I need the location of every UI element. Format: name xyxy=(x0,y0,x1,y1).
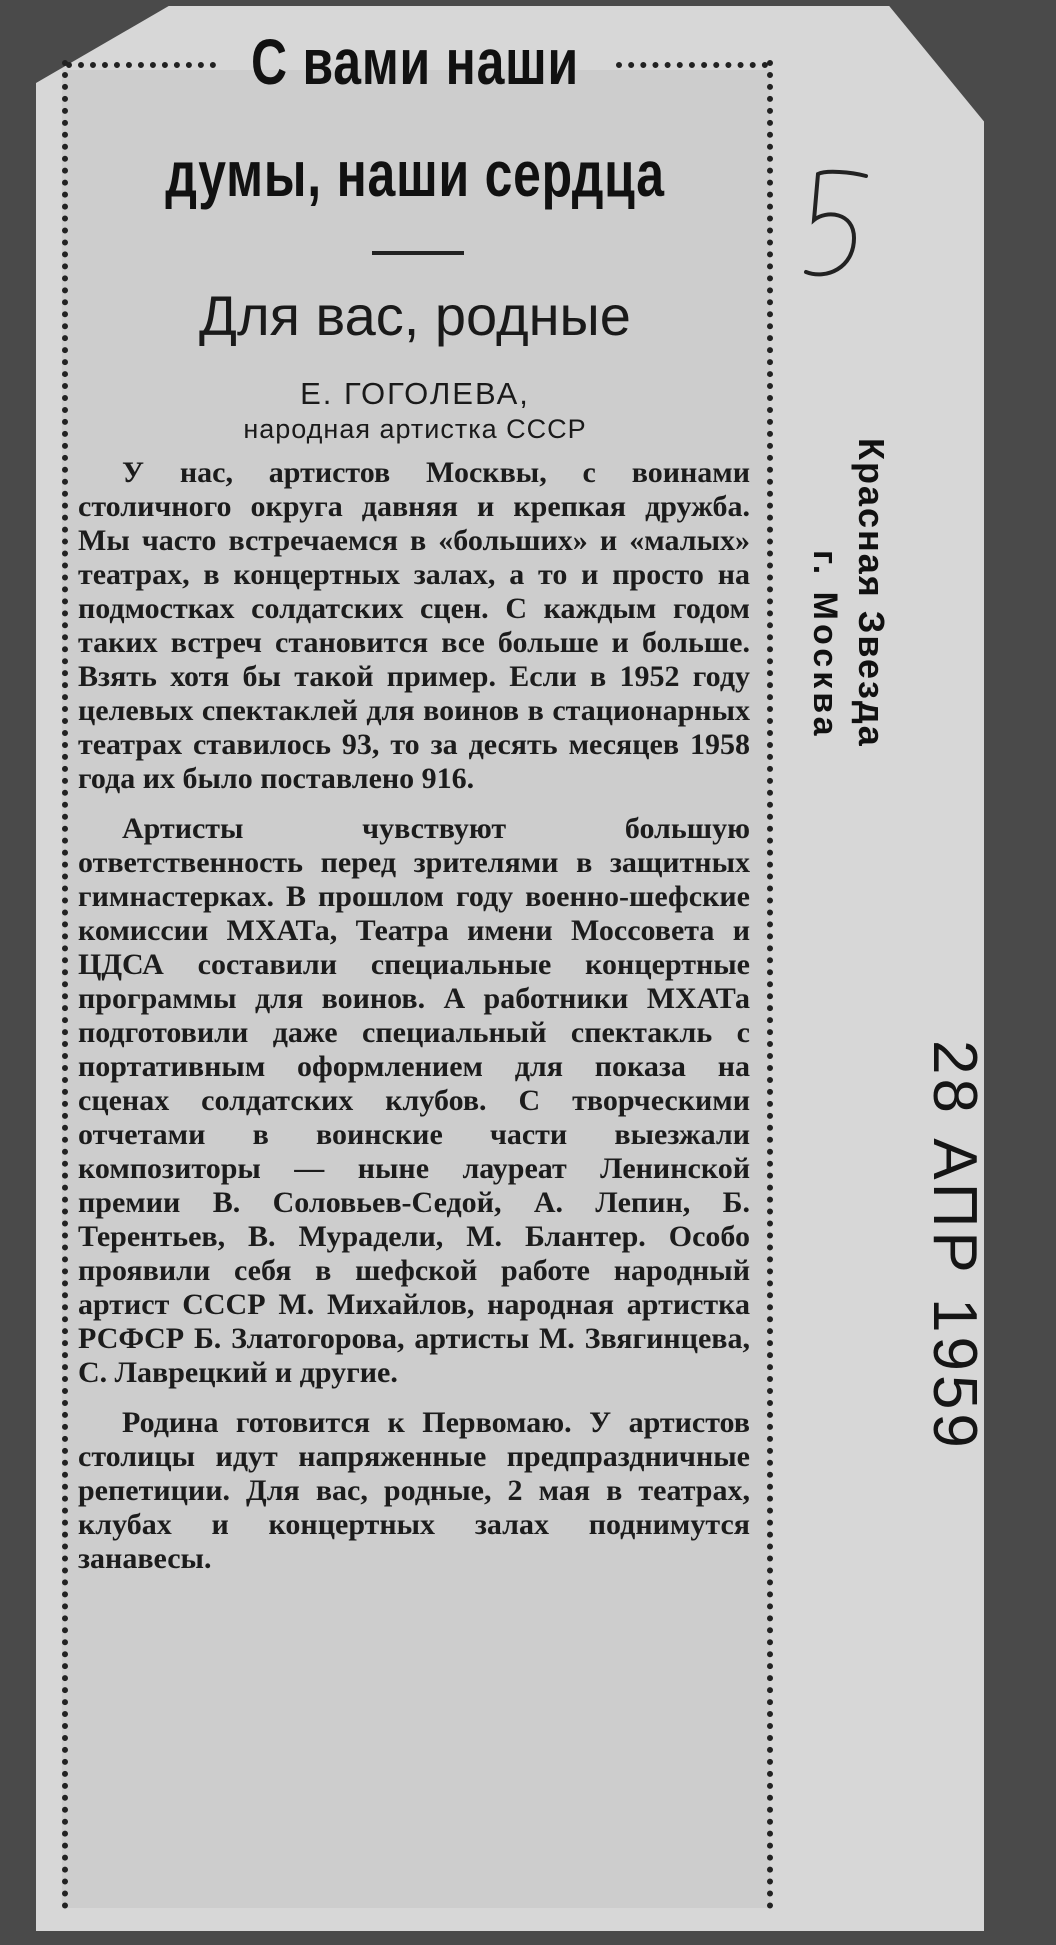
headline-line-1: С вами наши xyxy=(251,26,579,98)
author-role: народная артистка СССР xyxy=(243,414,587,444)
article-body xyxy=(78,456,750,1592)
article-subhead: Для вас, родные xyxy=(199,284,631,347)
headline-line-2: думы, наши сердца xyxy=(165,138,665,210)
stamp-date: 28 АПР 1959 xyxy=(920,1040,989,1452)
dotted-border-left xyxy=(62,60,68,1910)
dotted-border-right xyxy=(767,60,773,1910)
article-paragraph-3: Родина готовится к Первомаю. У артистов столицы идут напряженные предпраздничные репетиции. Для вас, родные, 2 мая в театрах, клубах и концертных залах поднимутся занавесы. xyxy=(78,1406,750,1575)
article-paragraph-2: Артисты чувствуют большую ответственность перед зрителями в защитных гимнастерках. В прошлом году военно-шефские комиссии МХАТа, Театра имени Моссовета и ЦДСА составили специальные концертные программы для воинов. А работники МХАТа подготовили даже специальный спектакль с портативным оформлением для показа на сценах солдатских клубов. С творческими отчетами в воинские части выезжали композиторы — ныне лауреат Ленинской премии В. Соловьев-Седой, А. Лепин, Б. Терентьев, В. Мурадели, М. Блантер. Особо проявили себя в шефской работе народный артист СССР М. Михайлов, народная артистка РСФСР Б. Златогорова, артисты М. Звягинцева, С. Лаврецкий и другие. xyxy=(78,812,750,1389)
article-paragraph-1: У нас, артистов Москвы, с воинами столичного округа давняя и крепкая дружба. Мы часто встречаемся в «больших» и «малых» театрах, в концертных залах, а то и просто на подмостках солдатских сцен. С каждым годом таких встреч становится все больше и больше. Взять хотя бы такой пример. Если в 1952 году целевых спектаклей для воинов в стационарных театрах ставилось 93, то за десять месяцев 1958 года их было поставлено 916. xyxy=(78,456,750,795)
author-name: Е. ГОГОЛЕВА, xyxy=(300,376,530,411)
handwritten-number-5 xyxy=(796,168,876,288)
divider-rule xyxy=(372,251,464,255)
stamp-newspaper-name: Красная Звезда xyxy=(851,438,892,748)
stamp-city: г. Москва xyxy=(806,550,844,740)
